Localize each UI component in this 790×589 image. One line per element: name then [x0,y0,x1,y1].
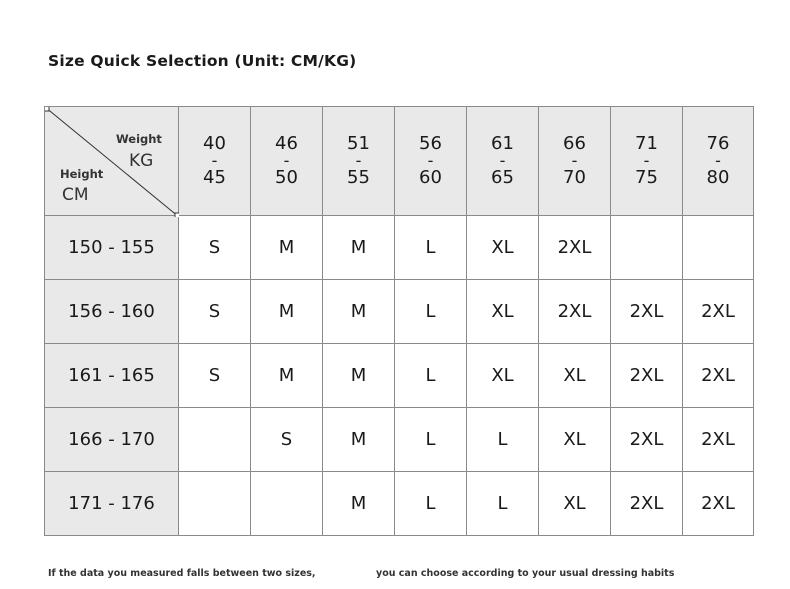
size-cell: M [323,472,395,536]
weight-range-cell: 56 - 60 [395,107,467,216]
size-cell [179,472,251,536]
size-cell: XL [539,344,611,408]
size-cell: L [395,280,467,344]
size-cell: 2XL [611,408,683,472]
size-cell: XL [467,280,539,344]
size-cell: M [323,280,395,344]
size-cell: 2XL [683,280,754,344]
size-cell: L [395,344,467,408]
weight-header-row [45,107,754,216]
table-row [45,472,754,536]
weight-range-cell: 61 - 65 [467,107,539,216]
height-range-cell: 156 - 160 [45,280,179,344]
size-cell: 2XL [539,280,611,344]
size-cell: S [179,344,251,408]
weight-range-cell: 46 - 50 [251,107,323,216]
weight-range-cell: 76 - 80 [683,107,754,216]
size-cell [611,216,683,280]
table-row [45,280,754,344]
size-cell: M [323,408,395,472]
height-range-cell: 161 - 165 [45,344,179,408]
page-title: Size Quick Selection (Unit: CM/KG) [48,52,357,70]
size-cell: XL [539,408,611,472]
size-cell: S [179,216,251,280]
size-cell: M [323,216,395,280]
size-cell [683,216,754,280]
weight-range-cell: 66 - 70 [539,107,611,216]
table-row [45,216,754,280]
height-range-cell: 171 - 176 [45,472,179,536]
weight-range-cell: 40 - 45 [179,107,251,216]
size-cell: XL [467,216,539,280]
size-cell: M [251,344,323,408]
size-cell: 2XL [539,216,611,280]
size-cell [251,472,323,536]
size-cell: XL [539,472,611,536]
size-cell: 2XL [683,408,754,472]
corner-cell [45,107,179,216]
weight-label: Weight [116,132,162,146]
weight-unit: KG [129,151,154,171]
size-cell: M [323,344,395,408]
size-cell: 2XL [683,472,754,536]
size-cell: 2XL [611,344,683,408]
size-cell: 2XL [683,344,754,408]
height-unit: CM [62,185,89,205]
size-chart-table [44,106,754,536]
size-cell: S [179,280,251,344]
size-cell: S [251,408,323,472]
weight-range-cell: 51 - 55 [323,107,395,216]
size-cell: L [395,408,467,472]
table-row [45,408,754,472]
size-cell: 2XL [611,472,683,536]
size-cell: L [467,472,539,536]
table-row [45,344,754,408]
size-cell: L [395,472,467,536]
footnote-part-2: you can choose according to your usual dressing habits [376,568,675,579]
height-range-cell: 166 - 170 [45,408,179,472]
size-cell: XL [467,344,539,408]
footnote-part-1: If the data you measured falls between two sizes, [48,568,316,579]
size-cell: L [395,216,467,280]
size-cell [179,408,251,472]
size-cell: L [467,408,539,472]
size-cell: 2XL [611,280,683,344]
height-range-cell: 150 - 155 [45,216,179,280]
size-cell: M [251,280,323,344]
size-cell: M [251,216,323,280]
height-label: Height [60,167,104,181]
weight-range-cell: 71 - 75 [611,107,683,216]
